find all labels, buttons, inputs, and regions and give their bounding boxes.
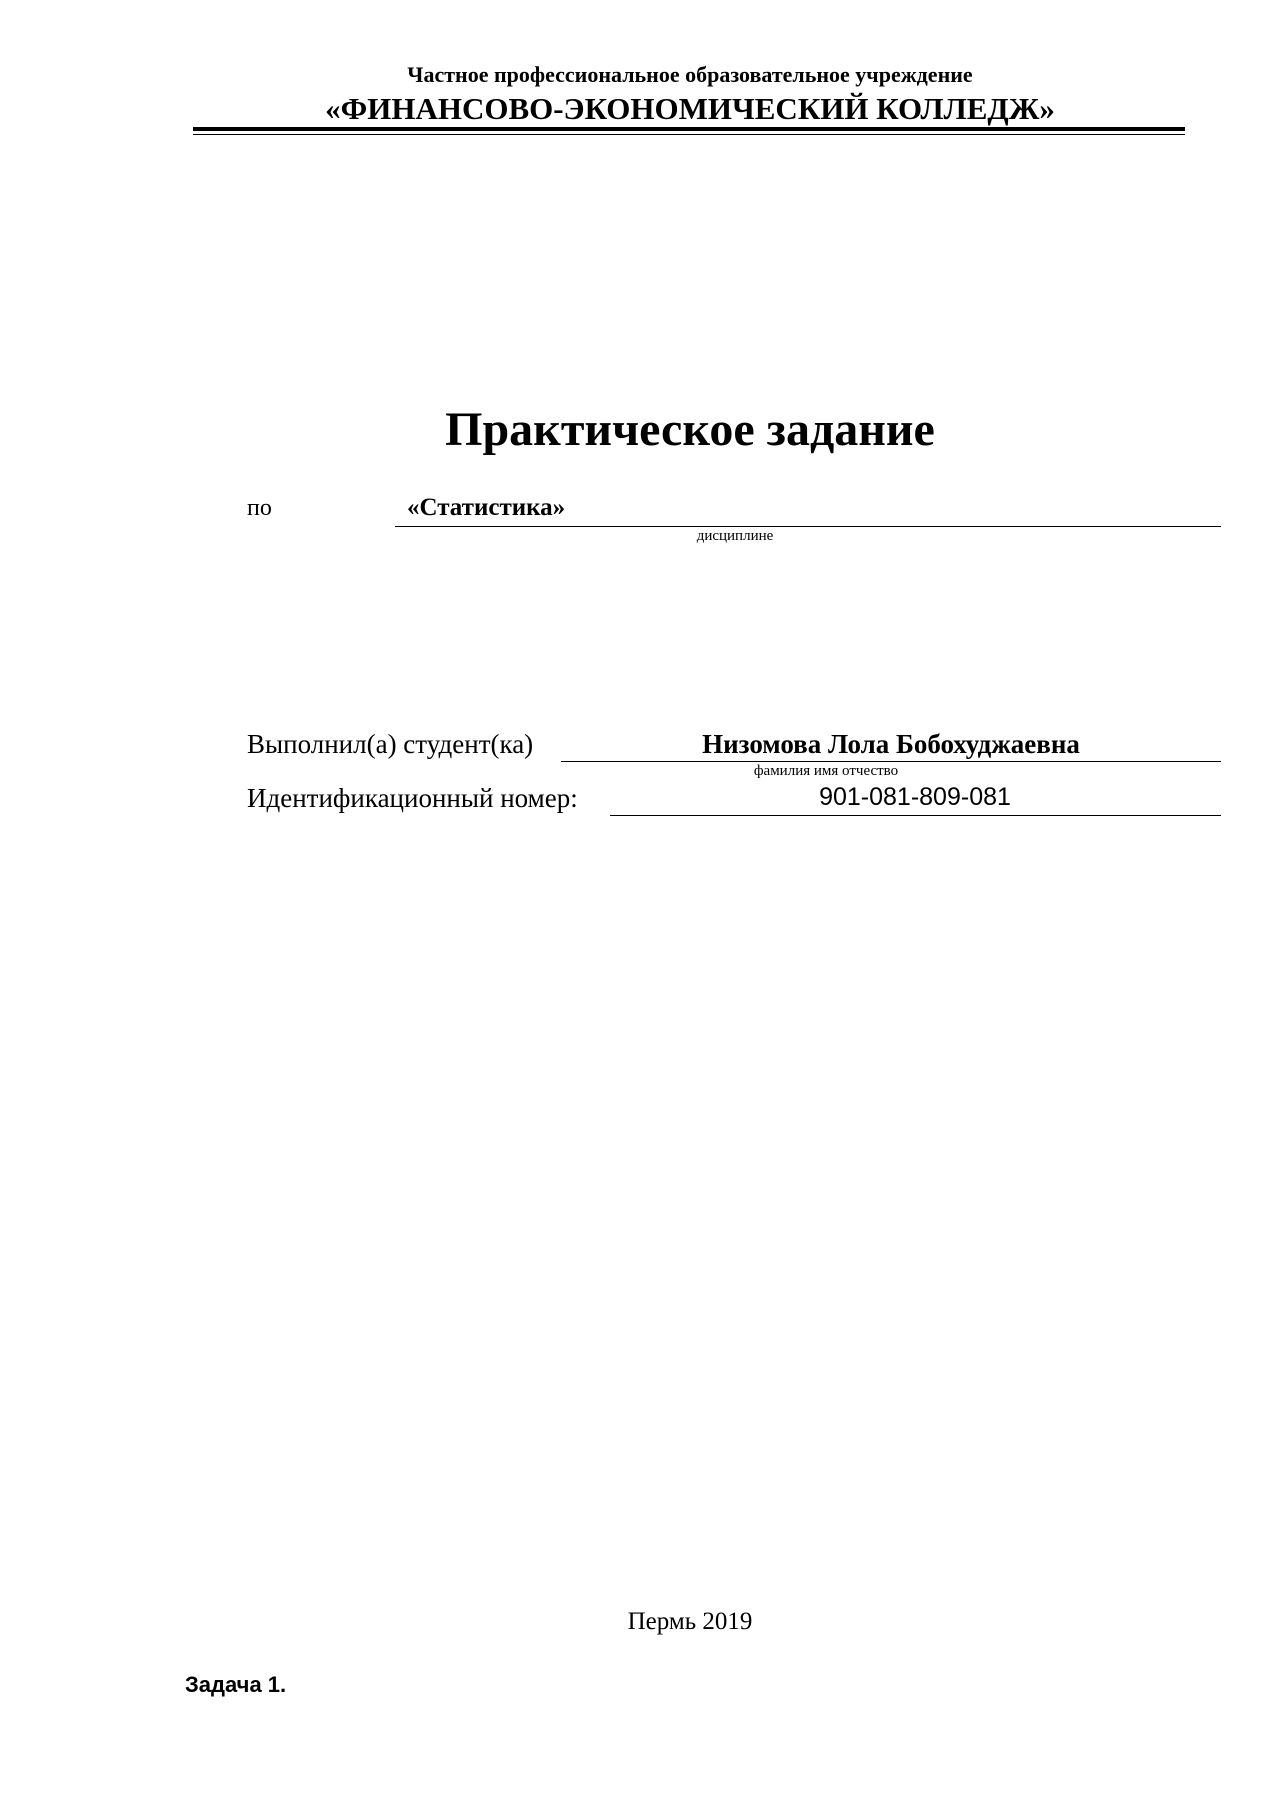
id-number-label: Идентификационный номер: [247,783,578,813]
discipline-value: «Статистика» [407,494,566,521]
document-title: Практическое задание [445,403,935,456]
student-caption: фамилия имя отчество [753,763,899,779]
discipline-prefix: по [247,495,272,521]
student-name: Низомова Лола Бобохуджаевна [702,729,1080,759]
institution-type: Частное профессиональное образовательное учреждение [407,62,973,87]
discipline-caption: дисциплине [696,528,774,544]
student-underline [561,761,1221,762]
city-year: Пермь 2019 [627,1608,753,1635]
task-heading: Задача 1. [185,1672,287,1697]
discipline-underline [395,526,1221,527]
id-number-underline [610,815,1221,816]
institution-name: «ФИНАНСОВО-ЭКОНОМИЧЕСКИЙ КОЛЛЕДЖ» [325,91,1055,126]
student-label: Выполнил(а) студент(ка) [247,729,534,759]
id-number-value: 901-081-809-081 [819,783,1011,811]
header-rule-thick [193,127,1185,131]
header-rule-thin [193,134,1185,135]
